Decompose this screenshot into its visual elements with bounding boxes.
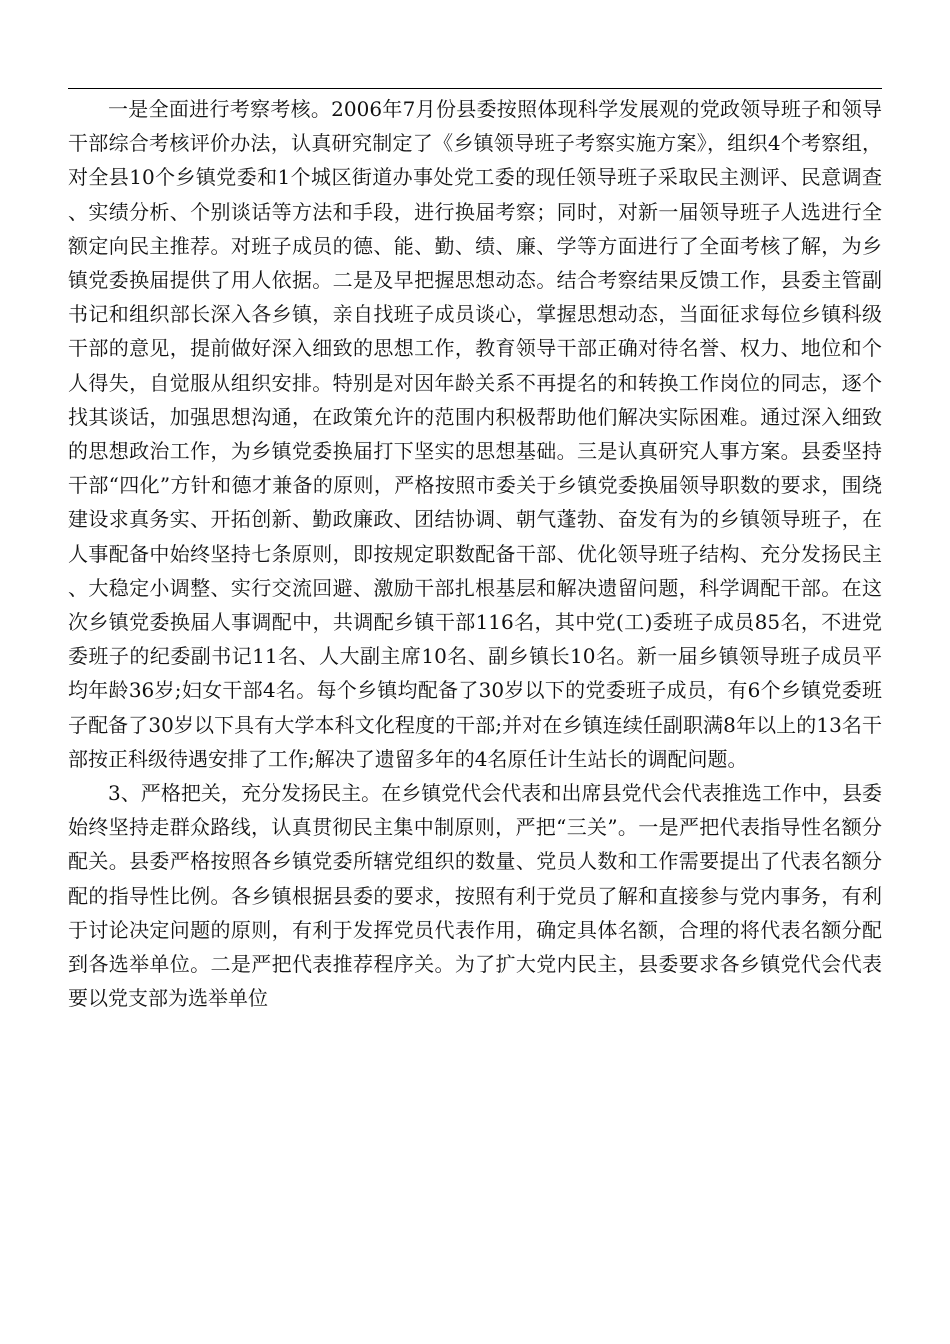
paragraph-inspection: 一是全面进行考察考核。2006年7月份县委按照体现科学发展观的党政领导班子和领导干部综合考核评价办法，认真研究制定了《乡镇领导班子考察实施方案》，组织4个考察组，对全县10个乡镇党委和1个城区街道办事处党工委的现任领导班子采取民主测评、民意调查、实绩分析、个别谈话等方法和手段，进行换届考察；同时，对新一届领导班子人选进行全额定向民主推荐。对班子成员的德、能、勤、绩、廉、学等方面进行了全面考核了解，为乡镇党委换届提供了用人依据。二是及早把握思想动态。结合考察结果反馈工作，县委主管副书记和组织部长深入各乡镇，亲自找班子成员谈心，掌握思想动态，当面征求每位乡镇科级干部的意见，提前做好深入细致的思想工作，教育领导干部正确对待名誉、权力、地位和个人得失，自觉服从组织安排。特别是对因年龄关系不再提名的和转换工作岗位的同志，逐个找其谈话，加强思想沟通，在政策允许的范围内积极帮助他们解决实际困难。通过深入细致的思想政治工作，为乡镇党委换届打下坚实的思想基础。三是认真研究人事方案。县委坚持干部“四化”方针和德才兼备的原则，严格按照市委关于乡镇党委换届领导职数的要求，围绕建设求真务实、开拓创新、勤政廉政、团结协调、朝气蓬勃、奋发有为的乡镇领导班子，在人事配备中始终坚持七条原则，即按规定职数配备干部、优化领导班子结构、充分发扬民主、大稳定小调整、实行交流回避、激励干部扎根基层和解决遗留问题，科学调配干部。在这次乡镇党委换届人事调配中，共调配乡镇干部116名，其中党(工)委班子成员85名，不进党委班子的纪委副书记11名、人大副主席10名、副乡镇长10名。新一届乡镇领导班子成员平均年龄36岁;妇女干部4名。每个乡镇均配备了30岁以下的党委班子成员，有6个乡镇党委班子配备了30岁以下具有大学本科文化程度的干部;并对在乡镇连续任副职满8年以上的13名干部按正科级待遇安排了工作;解决了遗留多年的4名原任计生站长的调配问题。 bbox=[68, 97, 882, 771]
paragraph-strict-checks: 3、严格把关，充分发扬民主。在乡镇党代会代表和出席县党代会代表推选工作中，县委始终坚持走群众路线，认真贯彻民主集中制原则，严把“三关”。一是严把代表指导性名额分配关。县委严格按照各乡镇党委所辖党组织的数量、党员人数和工作需要提出了代表名额分配的指导性比例。各乡镇根据县委的要求，按照有利于党员了解和直接参与党内事务，有利于讨论决定问题的原则，有利于发挥党员代表作用，确定具体名额，合理的将代表名额分配到各选举单位。二是严把代表推荐程序关。为了扩大党内民主，县委要求各乡镇党代会代表要以党支部为选举单位 bbox=[68, 781, 882, 1011]
document-body bbox=[68, 92, 882, 1015]
header-rule bbox=[68, 88, 882, 89]
